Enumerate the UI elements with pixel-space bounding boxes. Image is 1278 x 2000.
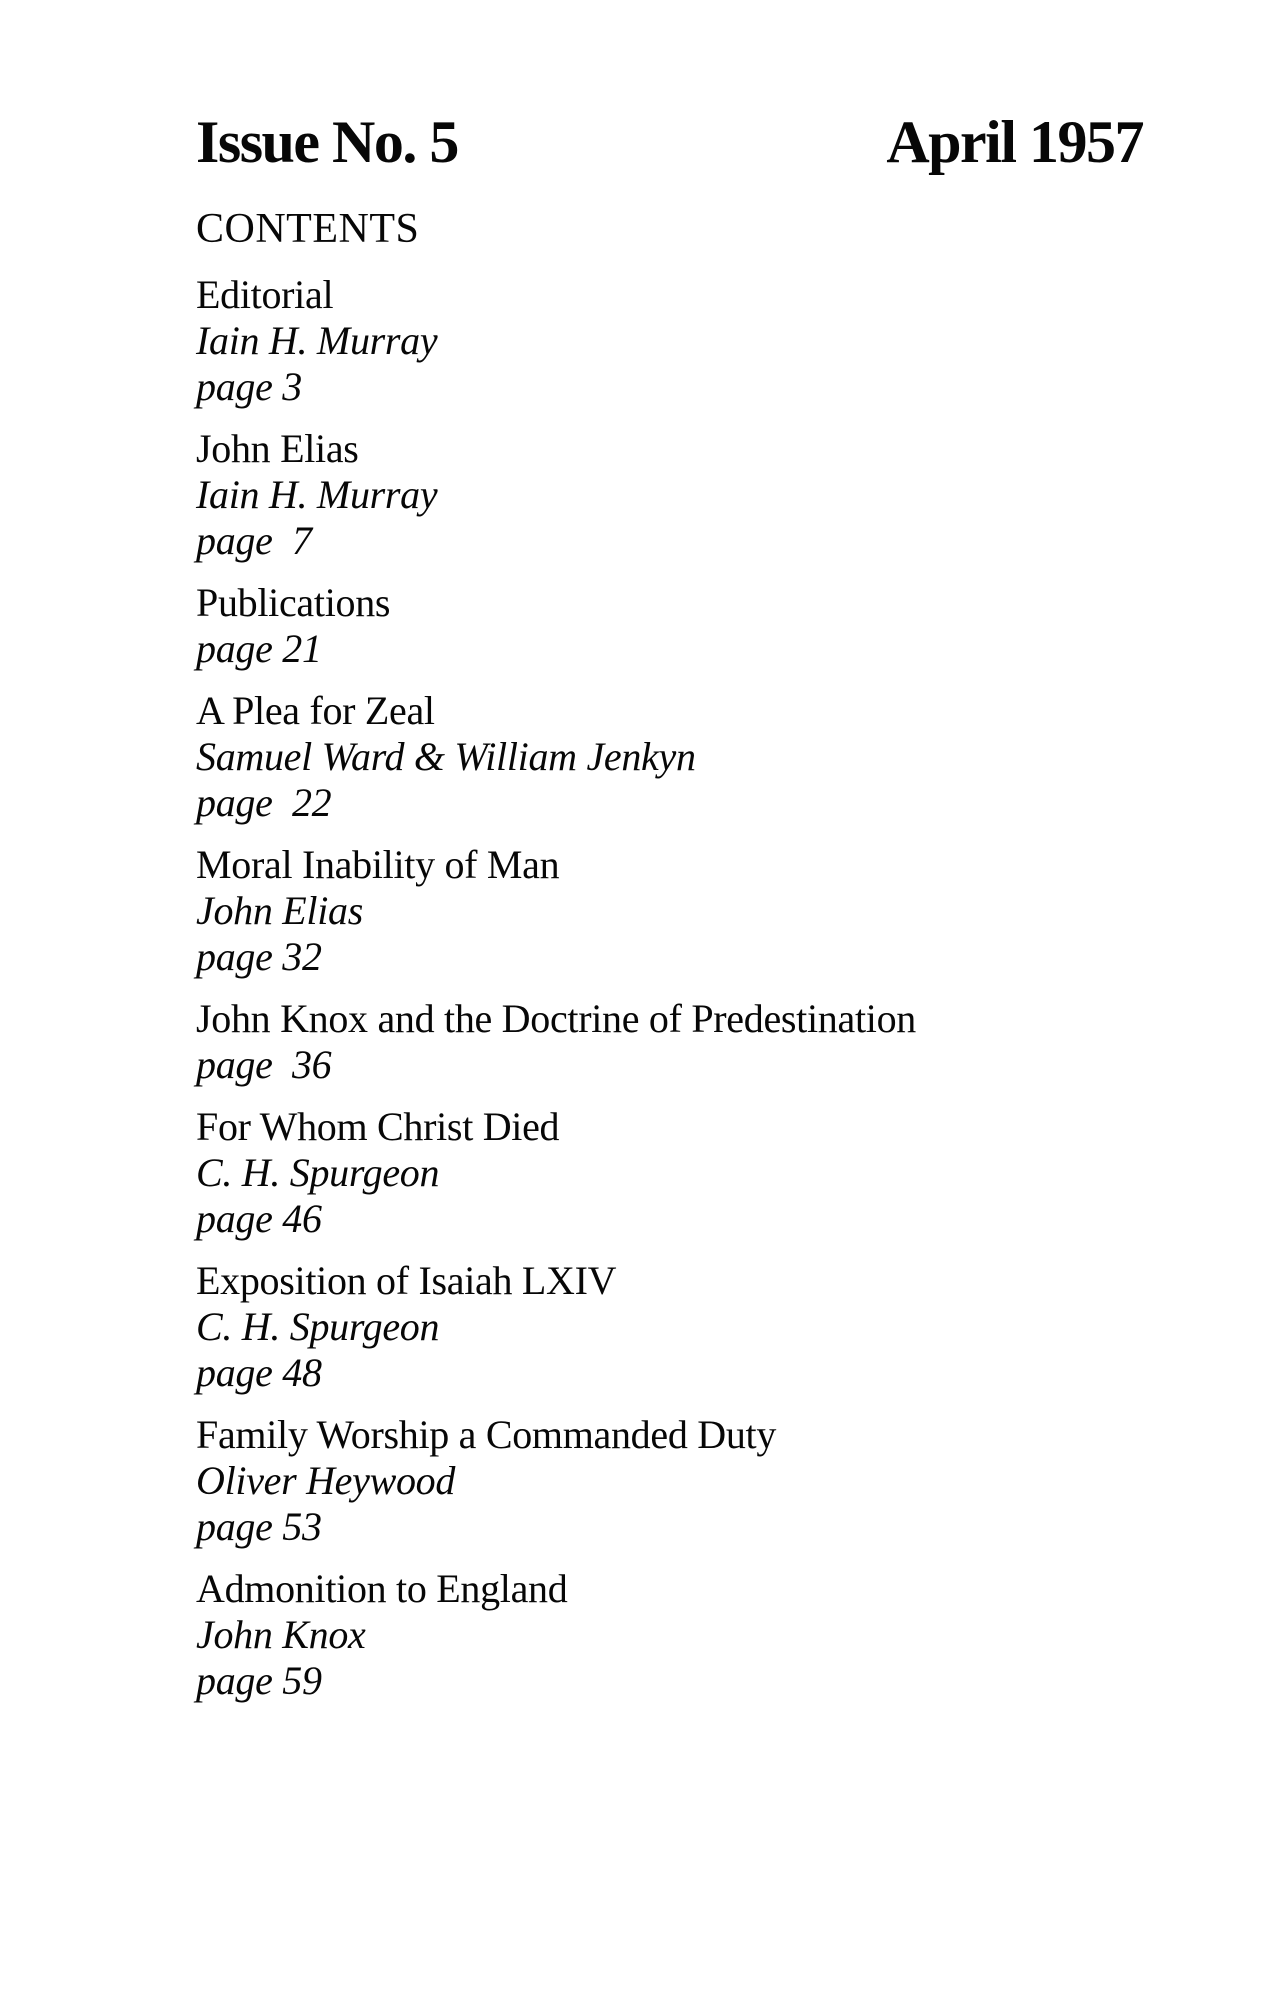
entry-author: Iain H. Murray [196, 318, 438, 363]
entry-title: Exposition of Isaiah LXIV [196, 1258, 617, 1303]
entry-page: page 7 [196, 518, 312, 563]
entry-page: page 36 [196, 1042, 332, 1087]
entry-author: Oliver Heywood [196, 1458, 456, 1503]
entry-title: John Elias [196, 426, 359, 471]
contents-entry [196, 580, 1136, 672]
entry-title: Editorial [196, 272, 334, 317]
masthead [196, 109, 1143, 175]
contents-entry [196, 1258, 1136, 1396]
entry-page: page 21 [196, 626, 322, 671]
contents-entry [196, 842, 1136, 980]
entry-title: For Whom Christ Died [196, 1104, 560, 1149]
contents-entry [196, 272, 1136, 410]
issue-date: April 1957 [886, 109, 1143, 175]
entry-page: page 32 [196, 934, 322, 979]
contents-entry [196, 996, 1136, 1088]
entry-page: page 59 [196, 1658, 322, 1703]
entry-author: Iain H. Murray [196, 472, 438, 517]
contents-list [196, 272, 1136, 1720]
entry-page: page 48 [196, 1350, 322, 1395]
entry-title: A Plea for Zeal [196, 688, 435, 733]
entry-title: Family Worship a Commanded Duty [196, 1412, 777, 1457]
contents-entry [196, 688, 1136, 826]
issue-number: Issue No. 5 [196, 109, 458, 175]
contents-entry [196, 426, 1136, 564]
entry-author: John Elias [196, 888, 363, 933]
entry-page: page 46 [196, 1196, 322, 1241]
entry-title: John Knox and the Doctrine of Predestination [196, 996, 916, 1041]
entry-author: Samuel Ward & William Jenkyn [196, 734, 696, 779]
contents-entry [196, 1412, 1136, 1550]
entry-author: C. H. Spurgeon [196, 1150, 440, 1195]
entry-page: page 3 [196, 364, 302, 409]
entry-author: John Knox [196, 1612, 366, 1657]
entry-title: Moral Inability of Man [196, 842, 560, 887]
entry-page: page 53 [196, 1504, 322, 1549]
contents-entry [196, 1566, 1136, 1704]
entry-title: Publications [196, 580, 391, 625]
contents-entry [196, 1104, 1136, 1242]
entry-title: Admonition to England [196, 1566, 568, 1611]
contents-heading: CONTENTS [196, 206, 420, 252]
entry-page: page 22 [196, 780, 332, 825]
entry-author: C. H. Spurgeon [196, 1304, 440, 1349]
